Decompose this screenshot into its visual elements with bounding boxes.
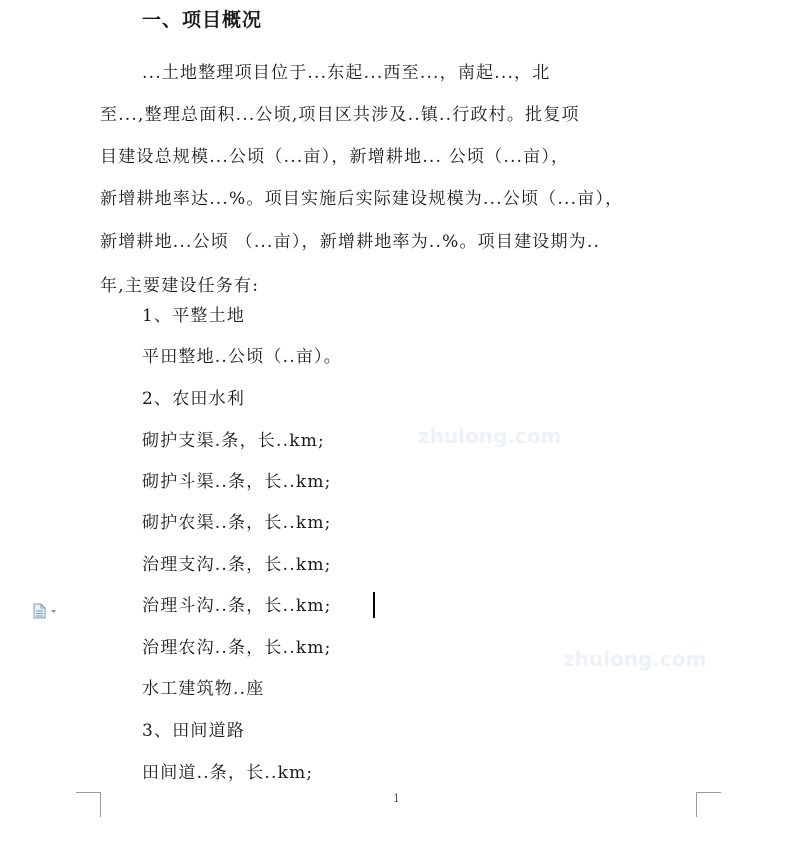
watermark: zhulong.com bbox=[563, 647, 707, 671]
list-item: 治理斗沟..条，长..km; bbox=[142, 596, 332, 616]
section-heading: 一、项目概况 bbox=[142, 9, 263, 31]
document-icon bbox=[32, 603, 60, 619]
paragraph-line-4: 新增耕地率达...%。项目实施后实际建设规模为...公顷（...亩）， bbox=[100, 189, 624, 209]
paragraph-line-5: 新增耕地...公顷 （...亩），新增耕地率为..%。项目建设期为.. bbox=[100, 232, 601, 252]
list-item: 2、农田水利 bbox=[142, 389, 246, 409]
paragraph-options-button[interactable] bbox=[32, 603, 60, 619]
list-item: 砌护支渠.条，长..km; bbox=[142, 431, 325, 451]
paragraph-line-1: ...土地整理项目位于...东起...西至...，南起...，北 bbox=[142, 63, 551, 83]
list-item: 砌护斗渠..条，长..km; bbox=[142, 472, 332, 492]
list-item: 砌护农渠..条，长..km; bbox=[142, 513, 332, 533]
list-item: 治理农沟..条，长..km; bbox=[142, 638, 332, 658]
list-item: 水工建筑物..座 bbox=[142, 679, 265, 699]
watermark: zhulong.com bbox=[418, 424, 562, 448]
list-item: 1、平整土地 bbox=[142, 306, 246, 326]
page-number: 1 bbox=[393, 792, 400, 805]
chevron-down-icon bbox=[51, 610, 56, 613]
list-item: 田间道..条，长..km; bbox=[142, 763, 314, 783]
text-cursor bbox=[373, 592, 375, 618]
list-item: 平田整地..公顷（..亩）。 bbox=[142, 347, 342, 367]
list-item: 3、田间道路 bbox=[142, 721, 246, 741]
list-item: 治理支沟..条，长..km; bbox=[142, 555, 332, 575]
paragraph-line-3: 目建设总规模...公顷（...亩），新增耕地... 公顷（...亩）， bbox=[100, 147, 570, 167]
page-corner-mark-left bbox=[76, 792, 101, 817]
page-corner-mark-right bbox=[696, 792, 721, 817]
paragraph-line-2: 至...,整理总面积...公顷,项目区共涉及..镇..行政村。批复项 bbox=[100, 105, 580, 125]
paragraph-line-6: 年,主要建设任务有: bbox=[100, 276, 260, 296]
